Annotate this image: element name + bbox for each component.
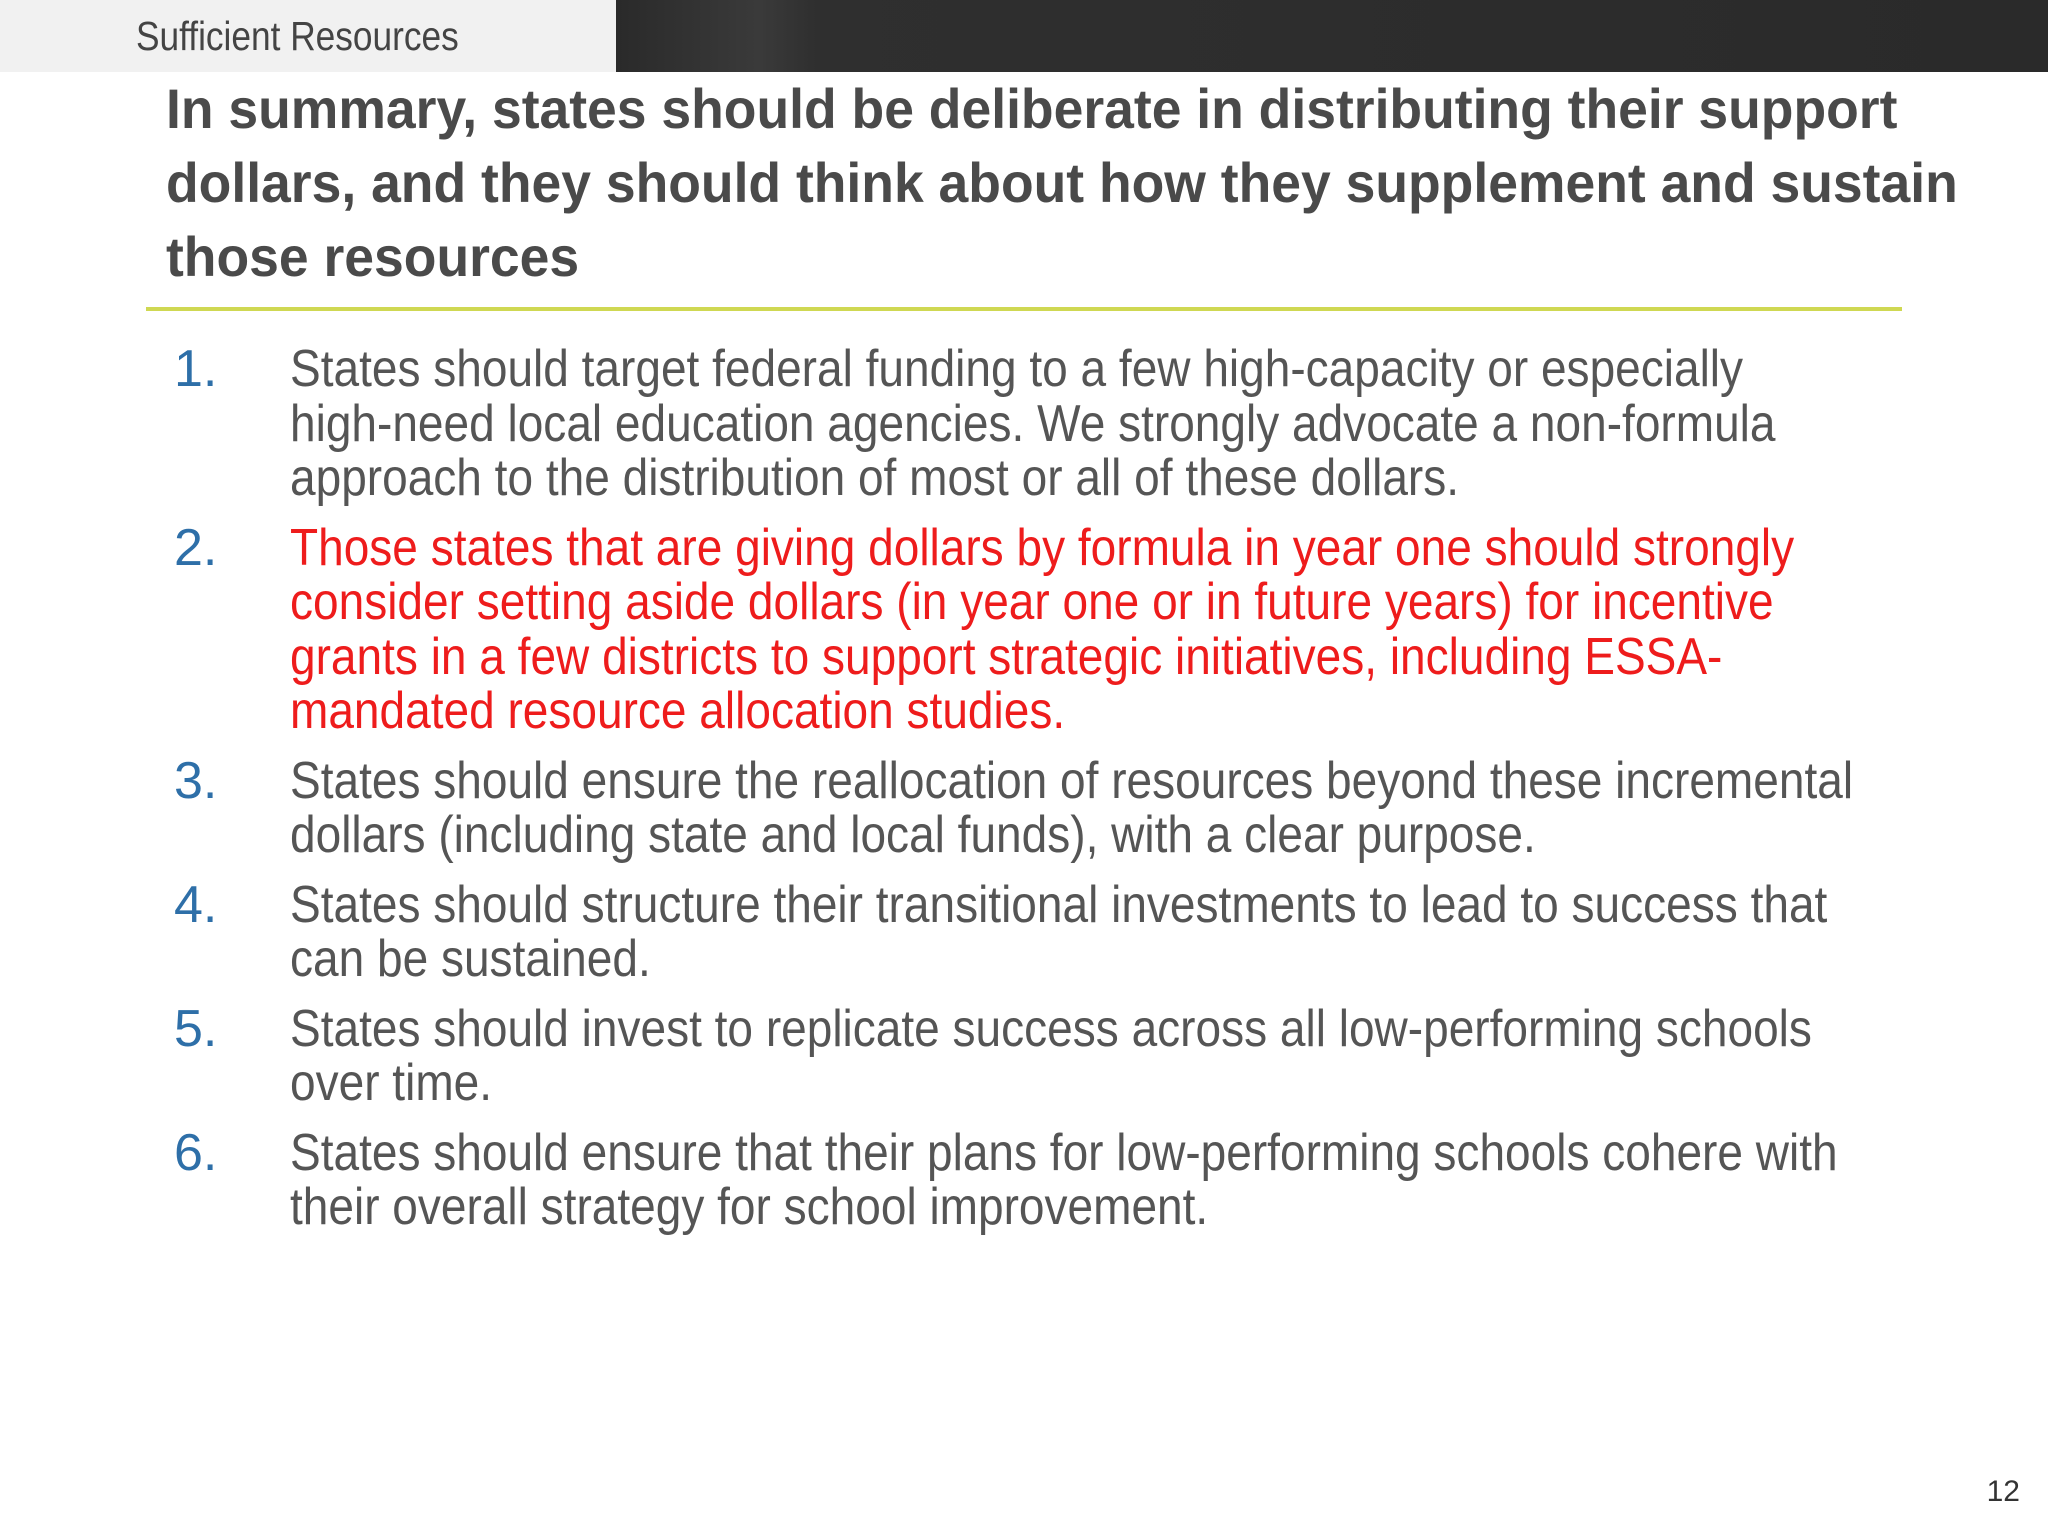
recommendation-item: [0, 875, 2048, 988]
recommendation-list: [0, 342, 2048, 1235]
item-text: [290, 875, 2010, 988]
item-text-line: high-need local education agencies. We strongly advocate a non-formula: [290, 394, 1776, 453]
item-text-line: States should target federal funding to a few high-capacity or especially: [290, 340, 1744, 398]
recommendation-item: [0, 999, 2048, 1112]
item-text-line: approach to the distribution of most or all of these dollars.: [290, 449, 1460, 507]
item-text-line: States should ensure the reallocation of resources beyond these incremental: [290, 751, 1854, 810]
item-number: 6.: [174, 1123, 218, 1182]
item-text-line: States should structure their transitional investments to lead to success that: [290, 875, 1828, 934]
item-text-line: their overall strategy for school improvement.: [290, 1178, 1209, 1236]
recommendation-item: [0, 1123, 2048, 1236]
item-text-highlighted: [290, 518, 2010, 740]
item-number: 3.: [174, 751, 218, 810]
item-text: [290, 1123, 2010, 1236]
header-bar: [616, 0, 2048, 72]
title-divider: [146, 307, 1902, 311]
section-label: Sufficient Resources: [136, 13, 459, 59]
item-text: [290, 342, 2010, 506]
slide-title-line: those resources: [166, 225, 580, 288]
item-text-line: States should invest to replicate success across all low-performing schools: [290, 999, 1812, 1058]
item-number: 5.: [174, 999, 218, 1058]
slide-title-line: dollars, and they should think about how they supplement and sustain: [166, 151, 1958, 214]
item-text-line: States should ensure that their plans for low-performing schools cohere with: [290, 1123, 1838, 1182]
recommendation-item: [0, 518, 2048, 740]
item-text-line: can be sustained.: [290, 930, 651, 988]
item-text-line: grants in a few districts to support strategic initiatives, including ESSA-: [290, 627, 1723, 686]
page-number: 12: [1986, 1475, 2020, 1508]
recommendation-item: [0, 751, 2048, 864]
item-number: 4.: [174, 875, 218, 934]
recommendation-item: [0, 342, 2048, 506]
section-header: [0, 0, 616, 72]
item-number: 2.: [174, 518, 218, 577]
item-text-line: over time.: [290, 1054, 493, 1112]
item-text-line: dollars (including state and local funds), with a clear purpose.: [290, 806, 1536, 864]
item-text-line: mandated resource allocation studies.: [290, 682, 1066, 740]
item-text-line: consider setting aside dollars (in year one or in future years) for incentive: [290, 573, 1774, 631]
slide-title: [166, 72, 1958, 294]
item-text: [290, 999, 2010, 1112]
item-text-line: Those states that are giving dollars by formula in year one should strongly: [290, 518, 1795, 577]
item-text: [290, 751, 2010, 864]
item-number: 1.: [174, 340, 218, 398]
slide-title-line: In summary, states should be deliberate in distributing their support: [166, 77, 1898, 140]
